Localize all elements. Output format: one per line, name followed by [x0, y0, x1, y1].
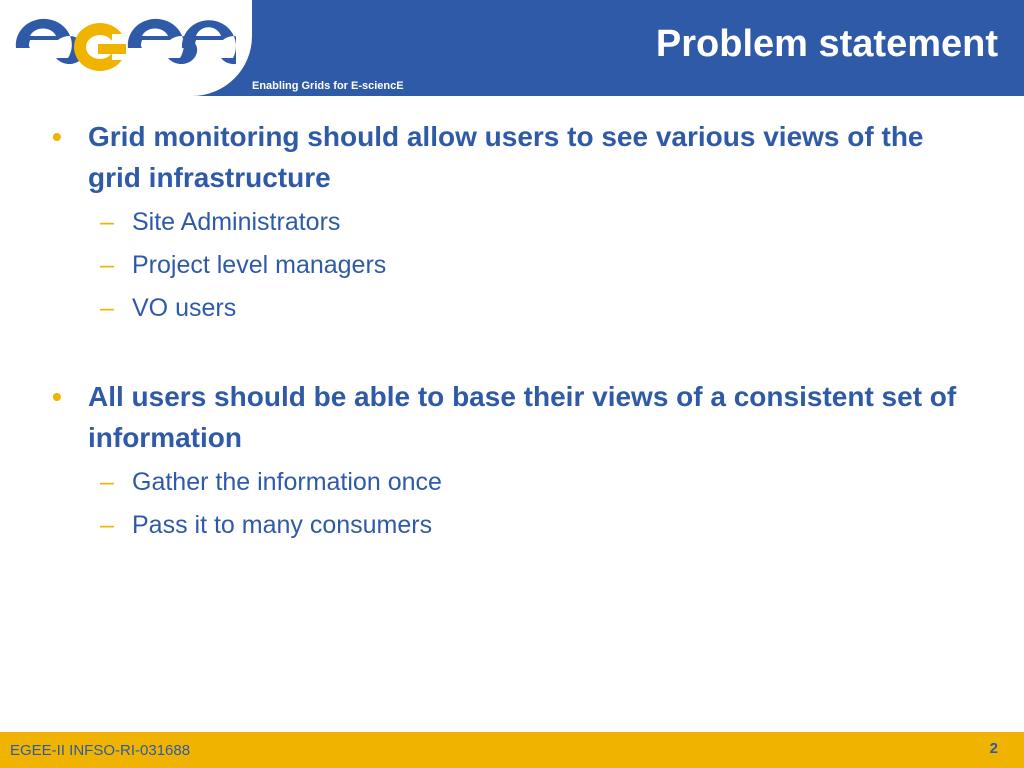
sub-item [52, 504, 982, 547]
sub-item [52, 244, 982, 287]
sub-marker: – [100, 294, 114, 322]
sub-item-text: Gather the information once [132, 468, 442, 496]
bullet-item [52, 116, 982, 198]
sub-marker: – [100, 511, 114, 539]
bullet-item [52, 376, 982, 458]
slide-title: Problem statement [655, 23, 998, 65]
sub-marker: – [100, 208, 114, 236]
sub-item [52, 461, 982, 504]
logo-letter-g [74, 23, 128, 71]
sub-item-text: Site Administrators [132, 208, 341, 236]
bullet-text: All users should be able to base their views of a consistent set of information [88, 381, 957, 453]
bullet-text: Grid monitoring should allow users to see various views of the grid infrastructure [88, 121, 924, 193]
sub-item-text: VO users [132, 294, 237, 322]
sub-item-text: Project level managers [132, 251, 387, 279]
sub-item [52, 287, 982, 330]
slide-content [52, 116, 982, 547]
spacer [52, 330, 982, 376]
sub-item-text: Pass it to many consumers [132, 511, 433, 539]
egee-logo [12, 14, 236, 80]
sub-marker: – [100, 251, 114, 279]
logo-panel [0, 0, 252, 96]
sub-item [52, 201, 982, 244]
sub-marker: – [100, 468, 114, 496]
sub-list [52, 201, 982, 330]
page-number: 2 [989, 740, 998, 757]
footer-project-id: EGEE-II INFSO-RI-031688 [10, 742, 191, 759]
footer-bar [0, 732, 1024, 768]
bullet-marker: • [52, 381, 62, 412]
sub-list [52, 461, 982, 547]
bullet-marker: • [52, 121, 62, 152]
tagline: Enabling Grids for E-sciencE [252, 80, 404, 92]
